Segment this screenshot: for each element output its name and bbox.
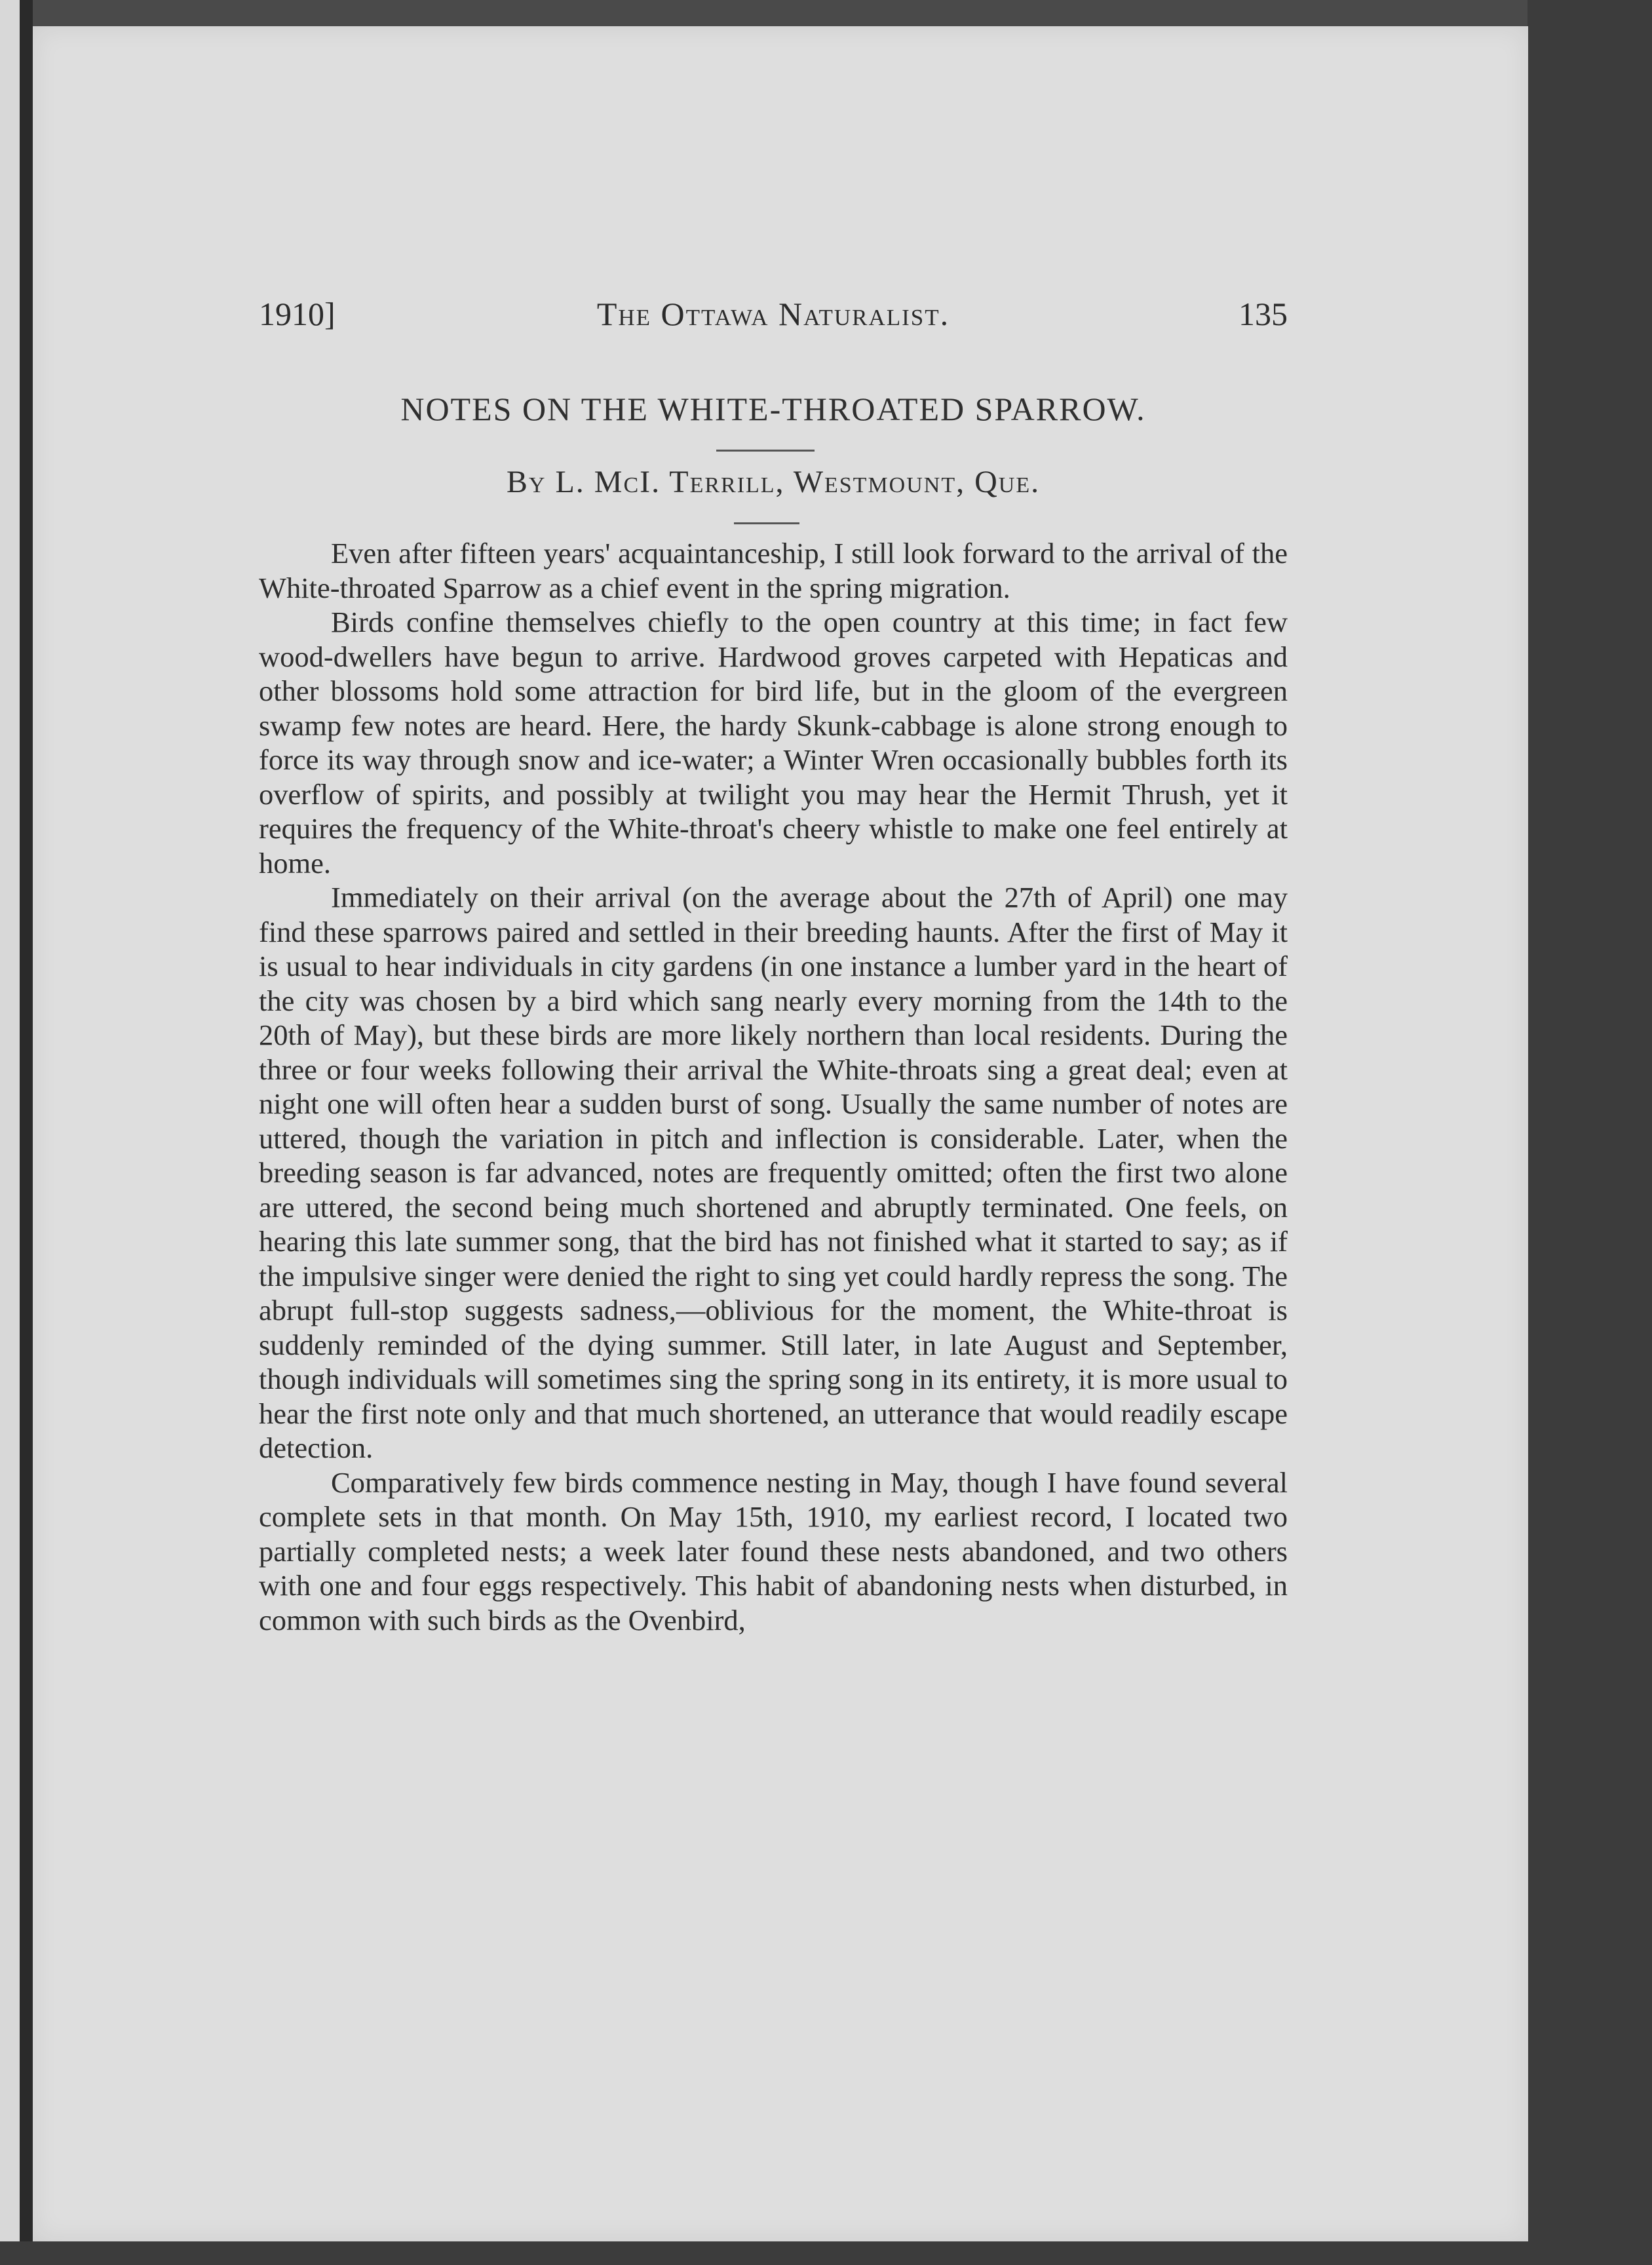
paragraph: Even after fifteen years' acquaintanceship, I still look forward to the arrival of the White-throated Sparrow as a chief event in the spring migration. <box>259 537 1288 604</box>
running-header <box>259 295 1288 354</box>
byline-divider <box>734 522 799 524</box>
scan-right-background <box>1527 0 1652 2265</box>
article-title: NOTES ON THE WHITE-THROATED SPARROW. <box>400 391 1146 427</box>
title-divider <box>716 450 815 452</box>
article-body <box>259 536 1288 1637</box>
page-number: 135 <box>1239 296 1288 332</box>
header-year: 1910] <box>259 296 336 332</box>
document-page <box>33 26 1528 2241</box>
paragraph: Comparatively few birds commence nesting in May, though I have found several complete sets in that month. On May 15th, 1910, my earliest record, I located two partially completed nests; a week later found these nests abandoned, and two others with one and four eggs respectively. This habit of abandoning nests when disturbed, in common with such birds as the Ovenbird, <box>259 1465 1288 1636</box>
scan-bottom-background <box>0 2241 1652 2265</box>
journal-title: The Ottawa Naturalist. <box>596 296 950 332</box>
scan-left-edge <box>0 0 33 2265</box>
paragraph: Immediately on their arrival (on the average about the 27th of April) one may find these sparrows paired and settled in their breeding haunts. After the first of May it is usual to hear individuals in city gardens (in one instance a lumber yard in the heart of the city was chosen by a bird which sang nearly every morning from the 14th to the 20th of May), but these birds are more likely northern than local residents. During the three or four weeks following their arrival the White-throats sing a great deal; even at night one will often hear a sudden burst of song. Usually the same number of notes are uttered, though the variation in pitch and inflection is considerable. Later, when the breeding season is far advanced, notes are frequently omitted; often the first two alone are uttered, the second being much shortened and abruptly terminated. One feels, on hearing this late summer song, that the bird has not finished what it started to say; as if the impulsive singer were denied the right to sing yet could hardly repress the song. The abrupt full-stop suggests sadness,—oblivious for the moment, the White-throat is suddenly reminded of the dying summer. Still later, in late August and September, though individuals will sometimes sing the spring song in its entirety, it is more usual to hear the first note only and that much shortened, an utterance that would readily escape detection. <box>259 881 1288 1464</box>
article-byline: By L. McI. Terrill, Westmount, Que. <box>506 465 1041 499</box>
paragraph: Birds confine themselves chiefly to the open country at this time; in fact few wood-dwellers have begun to arrive. Hardwood groves carpeted with Hepaticas and other blossoms hold some attraction for bird life, but in the gloom of the evergreen swamp few notes are heard. Here, the hardy Skunk-cabbage is alone strong enough to force its way through snow and ice-water; a Winter Wren occasionally bubbles forth its overflow of spirits, and possibly at twilight you may hear the Hermit Thrush, yet it requires the frequency of the White-throat's cheery whistle to make one feel entirely at home. <box>259 606 1288 880</box>
